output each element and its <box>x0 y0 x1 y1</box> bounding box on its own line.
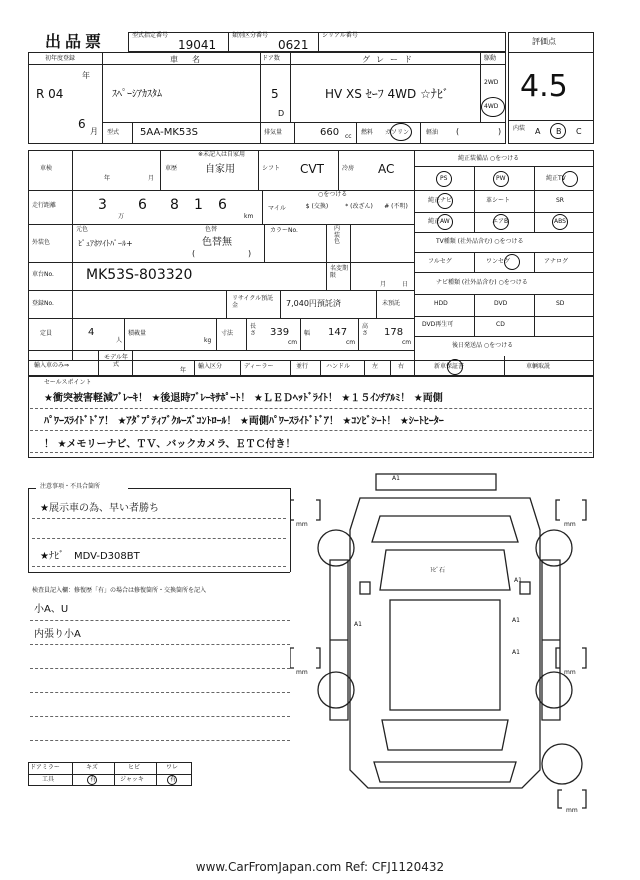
circle-note: ○をつける <box>318 191 348 198</box>
equip-navi: 純正ナビ <box>428 197 453 204</box>
doors-value: 5 <box>271 87 279 101</box>
damage-left-side: A1 <box>354 621 362 628</box>
navi-dvd-play: DVD再生可 <box>422 321 454 328</box>
navi-dvd: DVD <box>494 300 508 307</box>
inspection-label: 車検 <box>40 165 53 172</box>
inspector-line-1: 小A、U <box>34 604 69 615</box>
interior-color-label: 内装色 <box>334 225 341 246</box>
car-name: ｽﾍﾟｰｼｱｶｽﾀﾑ <box>112 89 162 100</box>
equip-aw: 純正AW <box>428 218 450 225</box>
ac-label: 冷房 <box>342 165 355 172</box>
equip-airbag: エアB <box>492 218 509 225</box>
reg-label: 登録No. <box>32 300 54 307</box>
diesel-label: 軽油 <box>426 129 439 136</box>
tv-oneseg: ワンセグ <box>486 258 511 265</box>
mileage-digit-2: 6 <box>138 197 147 213</box>
model-value: 5AA-MK53S <box>140 127 198 138</box>
height-label: 高さ <box>362 323 369 337</box>
docs-warranty-circle-icon <box>447 359 463 375</box>
grade-label: グレード <box>362 55 418 64</box>
damage-roof: A1 <box>392 475 400 482</box>
import-parallel: 並行 <box>296 363 309 370</box>
damage-right-side-1: A1 <box>512 617 520 624</box>
equip-tv-circle-icon <box>562 171 578 187</box>
navi-sd: SD <box>556 300 565 307</box>
drive-4wd: 4WD <box>484 103 499 110</box>
equip-pw: PW <box>496 175 506 182</box>
name-change-label: 名変期限 <box>330 265 349 279</box>
tv-analog: アナログ <box>544 258 569 265</box>
equip-ps-circle-icon <box>436 171 452 187</box>
recycle-label: リサイクル預託金 <box>232 295 274 310</box>
fuel-gasoline: ガソリン <box>385 129 410 136</box>
model-label: 型式 <box>107 129 120 136</box>
serial-label: シリアル番号 <box>322 32 358 39</box>
import-label: 輸入車のみ⇒ <box>34 362 70 369</box>
drive-label: 駆動 <box>484 55 497 62</box>
displacement-label: 排気量 <box>264 129 283 136</box>
door-type: D <box>278 109 285 118</box>
equip-pw-circle-icon <box>493 171 509 187</box>
inspector-line-2: 内張り小A <box>34 629 81 640</box>
first-reg-label: 初年度登録 <box>45 55 76 62</box>
tv-fullseg: フルセグ <box>428 258 452 265</box>
chassis-label: 車台No. <box>32 271 54 278</box>
notes-line-1: ★展示車の為、早い者勝ち <box>40 503 159 514</box>
category-value: 0621 <box>278 38 309 52</box>
grade-value: HV XS ｾｰﾌ 4WD ☆ﾅﾋﾞ <box>325 87 449 101</box>
interior-b-circle-icon <box>550 123 566 139</box>
interior-a: A <box>535 127 541 136</box>
jack-circle-icon <box>167 775 177 785</box>
car-name-label: 車名 <box>170 55 214 64</box>
docs-title: 後日発送品 ○をつける <box>452 342 514 349</box>
handle-left: 左 <box>372 363 379 370</box>
mileage-tampered: * (改ざん) <box>345 203 373 210</box>
equip-abs: ABS <box>554 218 566 225</box>
interior-b: B <box>556 127 562 136</box>
equip-tv: 純正TV <box>546 175 566 182</box>
mileage-label: 走行距離 <box>32 202 57 209</box>
equip-abs-circle-icon <box>552 214 568 230</box>
equip-navi-circle-icon <box>437 193 453 209</box>
inspector-label: 検査員記入欄：修復歴「有」の場合は修復箇所・交換箇所を記入 <box>32 587 207 594</box>
paint-value: 色替無 <box>202 237 232 248</box>
sales-line-3: ！ ★メモリーナビ、ＴＶ、バックカメラ、ＥＴＣ付き！ <box>44 439 296 450</box>
shift-label: シフト <box>262 165 281 172</box>
score-label: 評価点 <box>532 37 556 46</box>
equip-title: 純正装備品 ○をつける <box>458 155 520 162</box>
first-reg-month: 6 <box>78 117 86 131</box>
capacity-value: 4 <box>88 327 95 338</box>
footer-ref: www.CarFromJapan.com Ref: CFJ1120432 <box>195 860 445 874</box>
color-no-label: カラーNo. <box>270 227 298 234</box>
tv-title: TV種類 (社外品含む) ○をつける <box>436 238 524 245</box>
drive-2wd: 2WD <box>484 79 499 86</box>
equip-aw-circle-icon <box>437 214 453 230</box>
sales-label: セールスポイント <box>44 379 92 386</box>
ac-value: AC <box>378 162 395 176</box>
first-reg-era: R 04 <box>36 87 64 101</box>
doors-label: ドア数 <box>262 55 280 62</box>
model-year-label: モデル年式 <box>104 354 128 369</box>
fuel-circle-icon <box>390 123 412 141</box>
equip-ps: PS <box>440 175 448 182</box>
notes-label: 注意事項・不具合箇所 <box>40 483 101 490</box>
import-dealer: ディーラー <box>244 363 274 370</box>
recycle-unpaid: 未預託 <box>382 300 401 307</box>
mileage-digit-1: 3 <box>98 197 107 213</box>
handle-label: ハンドル <box>326 363 351 370</box>
displacement-value: 660 <box>320 127 340 138</box>
model-cert-value: 19041 <box>178 38 217 52</box>
mileage-digit-4: 1 <box>194 197 203 213</box>
interior-label: 内装 <box>513 125 526 132</box>
tv-oneseg-circle-icon <box>504 254 520 270</box>
capacity-label: 定員 <box>40 330 53 337</box>
docs-warranty: 新車保証書 <box>434 363 465 370</box>
mileage-unknown: # (不明) <box>384 203 408 210</box>
mile-label: マイル <box>268 205 286 212</box>
sales-line-1: ★衝突被害軽減ﾌﾞﾚｰｷ！ ★後退時ﾌﾞﾚｰｷｻﾎﾟｰﾄ！ ★ＬＥＤﾍｯﾄﾞﾗｲﾄ！ ★１５ｲﾝﾁｱﾙﾐ！ ★両側 <box>44 393 443 404</box>
damage-windshield: ﾄﾋﾞ石 <box>430 567 446 574</box>
equip-sr: SR <box>556 197 564 204</box>
mileage-digit-5: 6 <box>218 197 227 213</box>
shift-value: CVT <box>300 162 324 176</box>
category-label: 類別区分番号 <box>232 32 269 39</box>
length-label: 長さ <box>250 323 257 337</box>
equip-airbag-circle-icon <box>493 214 509 230</box>
damage-right-front: A1 <box>514 577 522 584</box>
equip-leather: 革シート <box>486 197 511 204</box>
import-type-label: 輸入区分 <box>198 363 223 370</box>
paint-label: 色替 <box>205 226 218 233</box>
handle-right: 右 <box>398 363 405 370</box>
docs-manual: 車輌取説 <box>526 363 551 370</box>
length-value: 339 <box>270 327 290 338</box>
size-label: 寸法 <box>221 330 234 337</box>
damage-right-side-2: A1 <box>512 649 520 656</box>
sales-line-2: ﾊﾟﾜｰｽﾗｲﾄﾞﾄﾞｱ！ ★ｱﾀﾞﾌﾟﾃｨﾌﾞｸﾙｰｽﾞｺﾝﾄﾛｰﾙ！ ★両側ﾊﾟﾜｰｽﾗｲﾄﾞﾄﾞｱ！ ★ｺﾝﾋﾞｼｰﾄ！ ★ｼｰﾄﾋｰﾀｰ <box>44 416 444 427</box>
mileage-exchanged: $ (交換) <box>305 203 329 210</box>
tool-circle-icon <box>87 775 97 785</box>
interior-c: C <box>576 127 582 136</box>
orig-color-value: ﾋﾟｭｱﾎﾜｲﾄﾊﾟｰﾙ+ <box>78 239 133 248</box>
fuel-label: 燃料 <box>361 129 374 136</box>
width-value: 147 <box>328 327 348 338</box>
load-label: 積載量 <box>128 330 147 337</box>
auction-sheet: 出品票 型式指定番号 19041 類別区分番号 0621 シリアル番号 評価点 4.5 内装 A B C 初年度登録 R 04 年 6 月 車名 ｽﾍﾟｰｼｱｶｽﾀﾑ ドア数 5 D グレード HV XS ｾｰﾌ 4WD ☆ﾅﾋﾞ 駆動 2WD 4WD 型式 5AA-MK53S 排気量 660 cc 燃料 ガソリン 軽油 ( ) 車検 年 月 ※未記入は自家用 車歴 自家用 シフト CVT 冷房 AC 走行距離 3 万 6 8 1 6 km マイル ○をつける $ (交換) * (改ざん) # (不明) 外装色 元色 ﾋﾟｭｱﾎﾜｲﾄﾊﾟｰﾙ+ 色替 色替無 ( ) カラーNo. 内装色 車台No. MK53S-803320 名変期限 月 日 登録No. リサイクル預託金 7,040円預託済 未預託 定員 4 人 積載量 kg 寸法 長さ 339 cm 幅 147 cm 高さ 178 cm 輸入車のみ⇒ モデル年式 年 輸入区分 ディーラー 並行 ハンドル 左 右 純正装備品 ○をつける PS PW 純正TV 純正ナビ 革シート SR 純正AW エアB ABS TV種類 (社外品含む) ○をつける フルセグ ワンセグ アナログ ナビ種類 (社外品含む) ○をつける HDD DVD SD DVD再生可 CD 後日発送品 ○をつける 新車保証書 車輌取説 セールスポイント ★衝突被害軽減ﾌﾞﾚｰｷ！ ★後退時ﾌﾞﾚｰｷｻﾎﾟｰﾄ！ ★ＬＥＤﾍｯﾄﾞﾗｲﾄ！ ★１５ｲﾝﾁｱﾙﾐ！ ★両側 ﾊﾟﾜｰｽﾗｲﾄﾞﾄﾞｱ！ ★ｱﾀﾞﾌﾟﾃｨﾌﾞｸﾙｰｽﾞｺﾝﾄﾛｰﾙ！ ★両側ﾊﾟﾜｰｽﾗｲﾄﾞﾄﾞｱ！ ★ｺﾝﾋﾞｼｰﾄ！ ★ｼｰﾄﾋｰﾀｰ ！ ★メモリーナビ、ＴＶ、バックカメラ、ＥＴＣ付き！ 注意事項・不具合箇所 ★展示車の為、早い者勝ち ★ﾅﾋﾞ MDV-D308BT 検査員記入欄：修復歴「有」の場合は修復箇所・交換箇所を記入 小A、U 内張り小A ドアミラー キズ ヒビ ワレ 工具 有 ジャッキ 有 A1 ﾄﾋﾞ石 A1 A1 A1 A1 mm mm mm mm mm www.CarFromJapan.com Ref: CFJ1120432 <box>0 0 640 880</box>
ext-color-label: 外装色 <box>32 239 51 246</box>
use-value: 自家用 <box>205 164 235 175</box>
notes-line-2: ★ﾅﾋﾞ MDV-D308BT <box>40 551 140 562</box>
height-value: 178 <box>384 327 404 338</box>
model-cert-label: 型式指定番号 <box>132 32 169 39</box>
recycle-value: 7,040円預託済 <box>286 299 341 308</box>
use-label: 車歴 <box>165 165 178 172</box>
width-label: 幅 <box>304 330 311 337</box>
car-damage-diagram-icon <box>290 470 600 810</box>
orig-color-label: 元色 <box>76 226 89 233</box>
navi-cd: CD <box>496 321 505 328</box>
navi-hdd: HDD <box>434 300 448 307</box>
score-value: 4.5 <box>520 69 568 104</box>
drive-4wd-circle-icon <box>481 97 505 117</box>
navi-title: ナビ種類 (社外品含む) ○をつける <box>436 279 528 286</box>
chassis-value: MK53S-803320 <box>86 267 193 283</box>
sheet-title: 出品票 <box>45 32 106 51</box>
mileage-digit-3: 8 <box>170 197 179 213</box>
use-note: ※未記入は自家用 <box>198 151 246 158</box>
